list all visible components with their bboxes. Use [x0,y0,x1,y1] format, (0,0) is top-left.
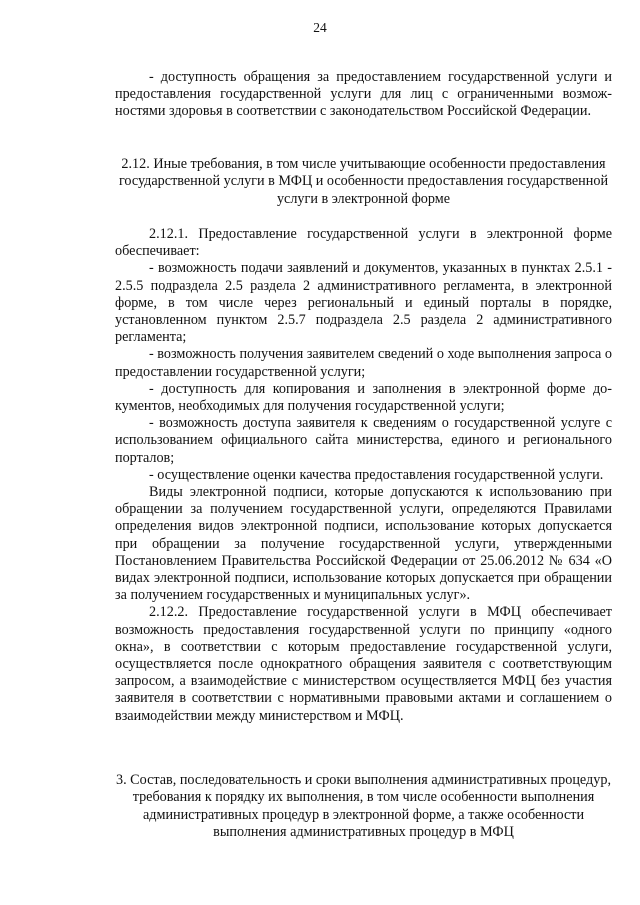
intro-block [115,69,612,121]
section-3-heading: 3. Состав, последовательность и сроки выполнения административных процедур, требования к порядку их выполнения, в том числе особенности выполнения административных процедур в электронной форме, а также особенности выполнения административных процедур в МФЦ [115,772,611,841]
list-item-copying: - доступность для копирования и заполнения в электронной форме документов, необходимых для получения государственной услуги; [115,380,612,415]
section-2-12-heading: 2.12. Иные требования, в том числе учитывающие особенности предоставления государственной услуги в МФЦ и особенности предоставления государственной услуги в электронной форме [118,156,609,207]
section-2-12-1-intro: 2.12.1. Предоставление государственной услуги в электронной форме обеспечивает: [115,226,612,260]
page-number: 24 [313,20,327,35]
accessibility-paragraph: - доступность обращения за предоставлением государственной услуги и предоставления государственной услуги для лиц с ограниченными возможностями здоровья в соответствии с законодательством Российской Федерации. [115,69,612,120]
signature-paragraph: Виды электронной подписи, которые допускаются к использованию при обращении за получением государственной услуги, определяются Правилами определения видов электронной подписи, использование которых допускается при обращении за получение государственной услуги, утвержденными Постановлением Правительства Российской Федерации от 25.06.2012 № 634 «О видах электронной подписи, использование которых допускается при обращении за получением государственных и муниципальных услуг». [115,484,612,604]
list-item-access: - возможность доступа заявителя к сведениям о государственной услуге с использованием официального сайта министерства, единого и регионального порталов; [115,415,612,466]
list-item-submission: - возможность подачи заявлений и документов, указанных в пунктах 2.5.1 - 2.5.5 подраздела 2.5 раздела 2 административного регламента, в электронной форме, в том числе через региональный и единый порталы в порядке, установленном пунктом 2.5.7 подраздела 2.5 раздела 2 административного регламента; [115,260,612,346]
list-item-quality: - осуществление оценки качества предоставления государственной услуги. [149,466,604,483]
section-2-12-2-paragraph: 2.12.2. Предоставление государственной услуги в МФЦ обеспечивает возможность предоставления государственной услуги по принципу «одного окна», в соответствии с которым предоставление государственной услуги, осуществляется после однократного обращения заявителя с соответствующим запросом, а взаимодействие с министерством осуществляется МФЦ без участия заявителя в соответствии с нормативными правовыми актами и соглашением о взаимодействии между министерством и МФЦ. [115,604,612,724]
list-item-status: - возможность получения заявителем сведений о ходе выполнения запроса о предоставлении государственной услуги; [115,346,612,380]
section-2-12-body [115,226,612,725]
